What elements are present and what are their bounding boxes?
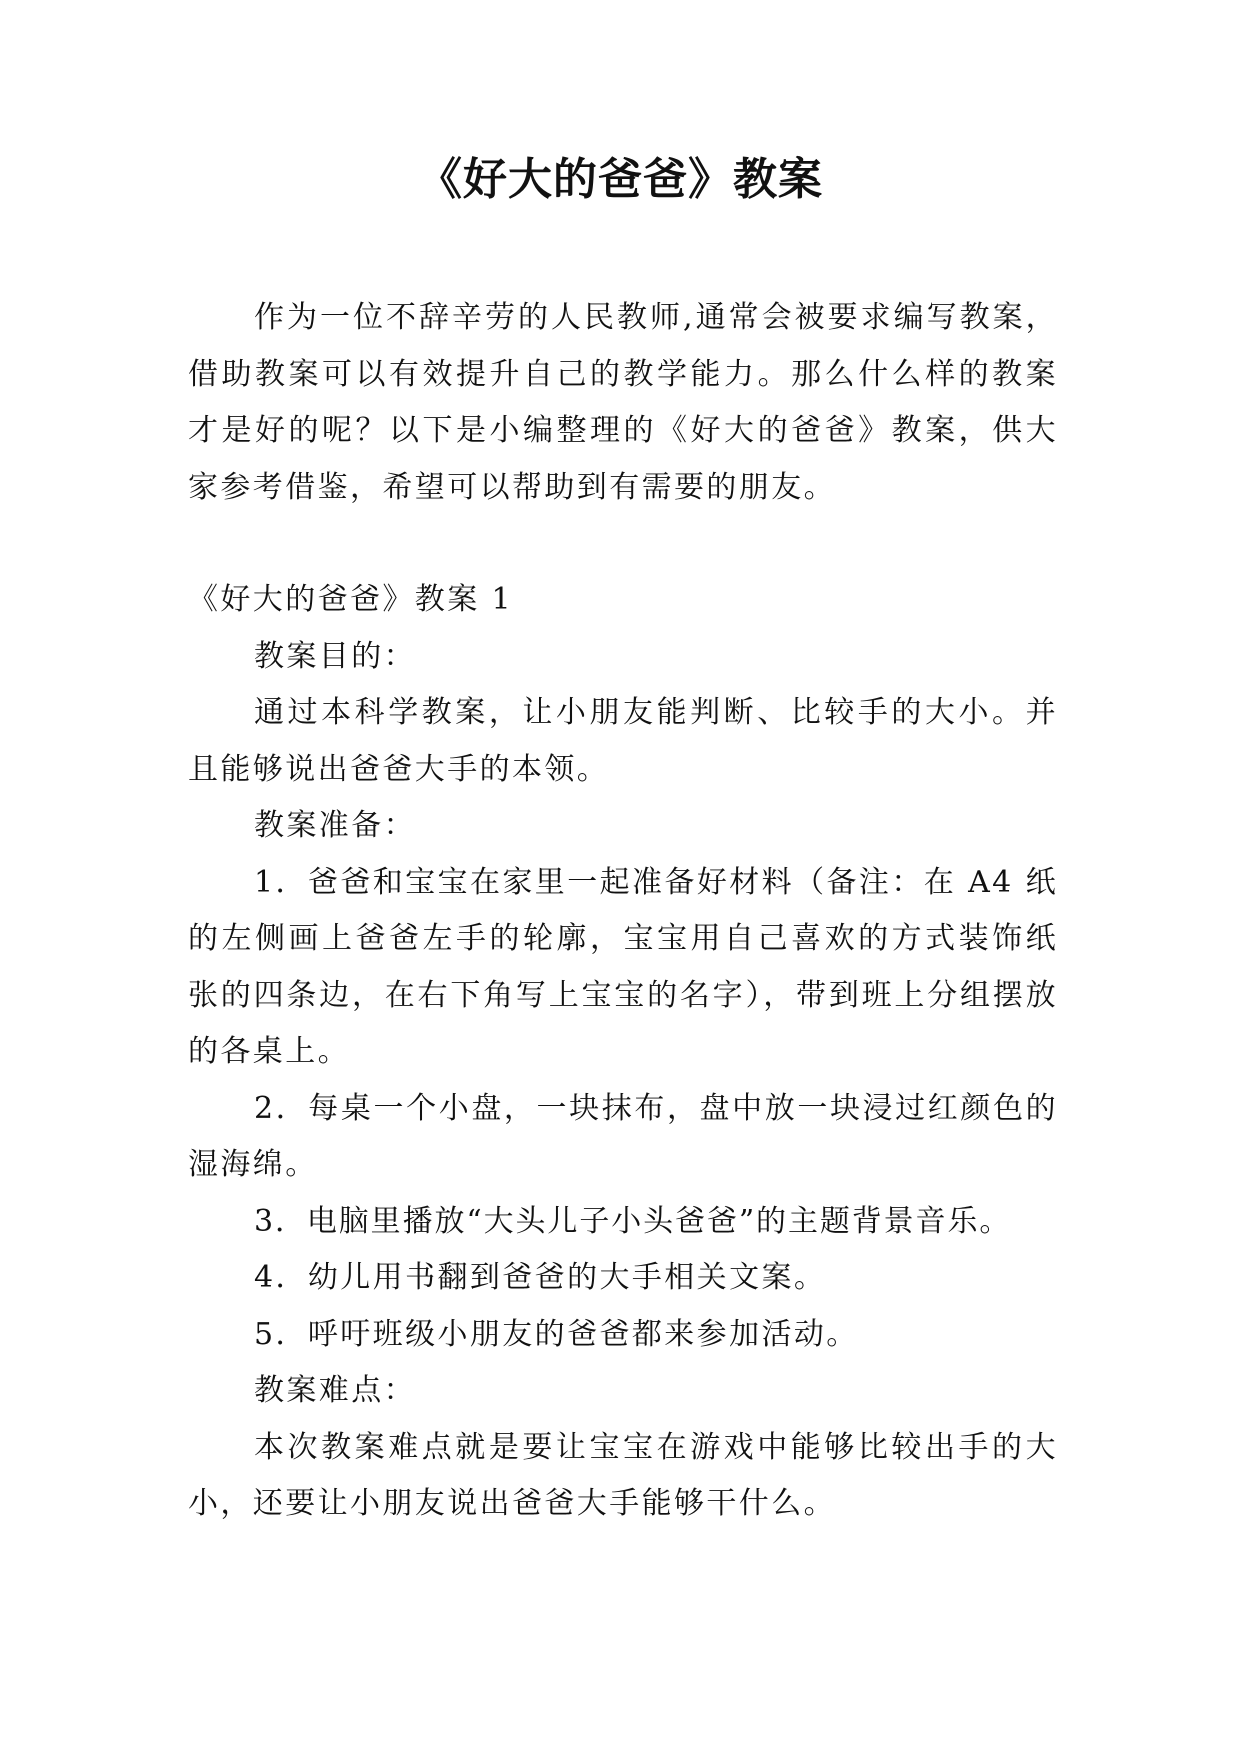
document-body: [188, 290, 1058, 1533]
prep-item-4: 4．幼儿用书翻到爸爸的大手相关文案。: [254, 1260, 827, 1295]
goal-paragraph: 通过本科学教案，让小朋友能判断、比较手的大小。并且能够说出爸爸大手的本领。: [188, 695, 1058, 787]
prep-item-3: 3．电脑里播放“大头儿子小头爸爸”的主题背景音乐。: [254, 1203, 1012, 1239]
difficulty-paragraph: 本次教案难点就是要让宝宝在游戏中能够比较出手的大小，还要让小朋友说出爸爸大手能够干什么。: [188, 1429, 1058, 1521]
difficulty-label: 教案难点：: [254, 1373, 416, 1408]
prep-label: 教案准备：: [254, 808, 416, 843]
intro-paragraph: 作为一位不辞辛劳的人民教师,通常会被要求编写教案，借助教案可以有效提升自己的教学能力。那么什么样的教案才是好的呢？以下是小编整理的《好大的爸爸》教案，供大家参考借鉴，希望可以帮助到有需要的朋友。: [188, 300, 1058, 505]
prep-item-2: 2．每桌一个小盘，一块抹布，盘中放一块浸过红颜色的湿海绵。: [188, 1090, 1058, 1182]
section-heading: 《好大的爸爸》教案 1: [188, 582, 514, 617]
goal-label: 教案目的：: [254, 638, 416, 674]
document-title: 《好大的爸爸》教案: [418, 154, 823, 205]
prep-item-5: 5．呼吁班级小朋友的爸爸都来参加活动。: [254, 1316, 859, 1352]
prep-item-1: 1．爸爸和宝宝在家里一起准备好材料（备注：在 A4 纸的左侧画上爸爸左手的轮廓，宝宝用自己喜欢的方式装饰纸张的四条边，在右下角写上宝宝的名字），带到班上分组摆放的各桌上。: [188, 864, 1058, 1069]
